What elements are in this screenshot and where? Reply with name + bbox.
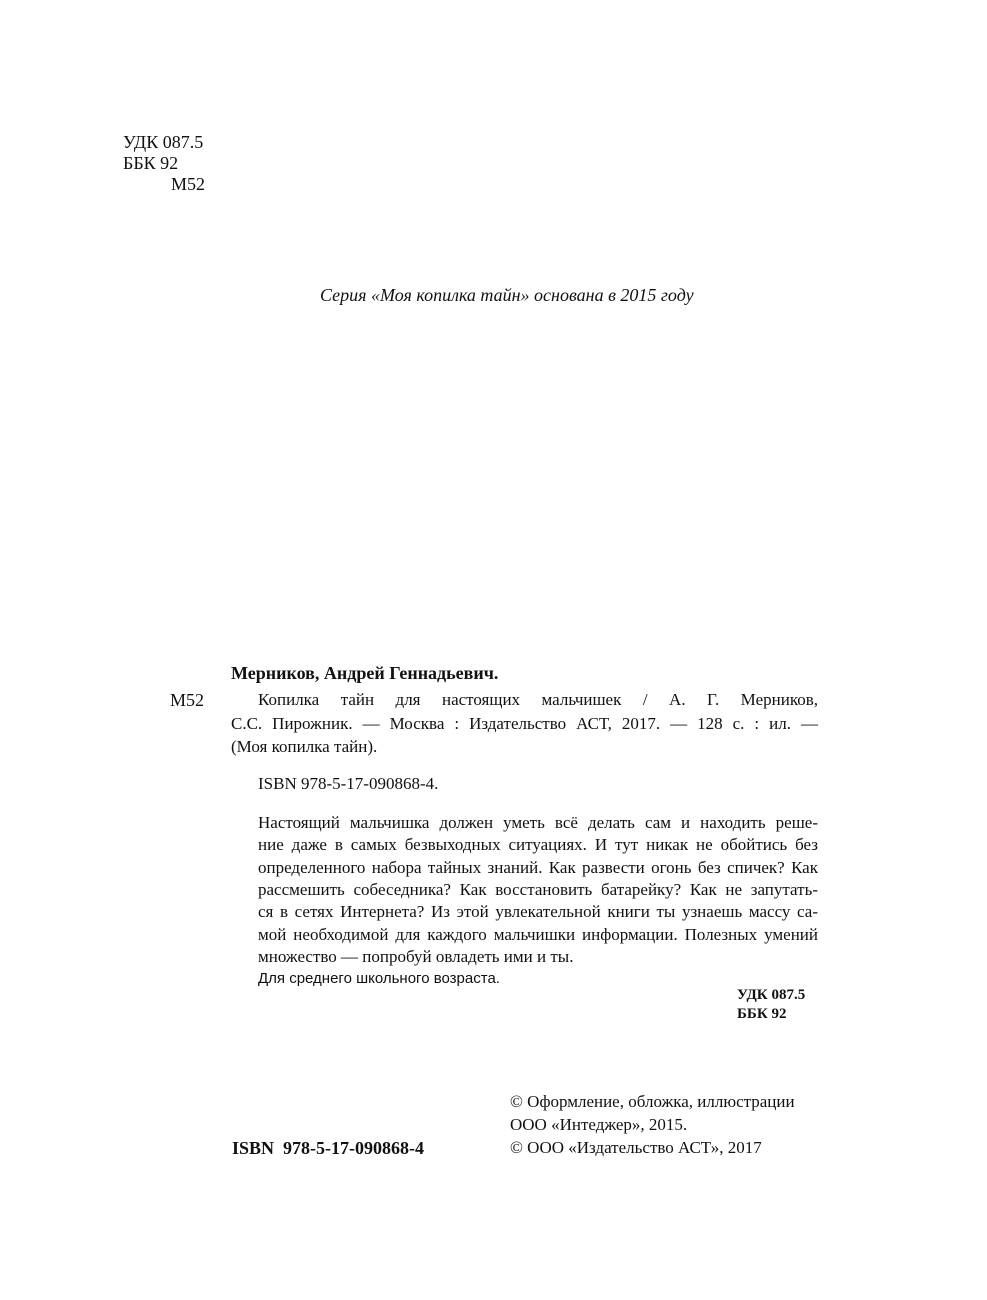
footer-isbn: ISBN 978-5-17-090868-4 — [232, 1138, 424, 1158]
header-udk: УДК 087.5 — [123, 132, 204, 152]
classification-bbk: ББК 92 — [737, 1006, 787, 1022]
copyright-line: © Оформление, обложка, иллюстрации — [510, 1092, 795, 1111]
header-code: М52 — [171, 174, 206, 194]
annotation-line: Настоящий мальчишка должен уметь всё делать сам и находить реше- — [258, 813, 818, 832]
annotation-line: ся в сетях Интернета? Из этой увлекательной книги ты узнаешь массу са- — [258, 902, 818, 921]
age-group: Для среднего школьного возраста. — [258, 970, 500, 987]
bibliographic-isbn: ISBN 978-5-17-090868-4. — [258, 774, 439, 793]
annotation-line: рассмешить собеседника? Как восстановить батарейку? Как не запутать- — [258, 880, 818, 899]
copyright-line: ООО «Интеджер», 2015. — [510, 1115, 688, 1134]
bibliographic-line: (Моя копилка тайн). — [231, 737, 378, 756]
author-heading: Мерников, Андрей Геннадьевич. — [231, 663, 499, 683]
copyright-line: © ООО «Издательство АСТ», 2017 — [510, 1138, 762, 1157]
bibliographic-line: С.С. Пирожник. — Москва : Издательство АСТ, 2017. — 128 с. : ил. — — [231, 714, 818, 733]
bibliographic-line: Копилка тайн для настоящих мальчишек / А. Г. Мерников, — [258, 690, 818, 709]
annotation-line: определенного набора тайных знаний. Как развести огонь без спичек? Как — [258, 858, 818, 877]
bibliographic-code: М52 — [170, 690, 205, 710]
series-note: Серия «Моя копилка тайн» основана в 2015 году — [320, 285, 694, 305]
annotation-line: множество — попробуй овладеть ими и ты. — [258, 947, 574, 966]
annotation-line: мой необходимой для каждого мальчишки информации. Полезных умений — [258, 925, 818, 944]
header-bbk: ББК 92 — [123, 153, 179, 173]
classification-udk: УДК 087.5 — [737, 987, 806, 1003]
annotation-line: ние даже в самых безвыходных ситуациях. И тут никак не обойтись без — [258, 835, 818, 854]
